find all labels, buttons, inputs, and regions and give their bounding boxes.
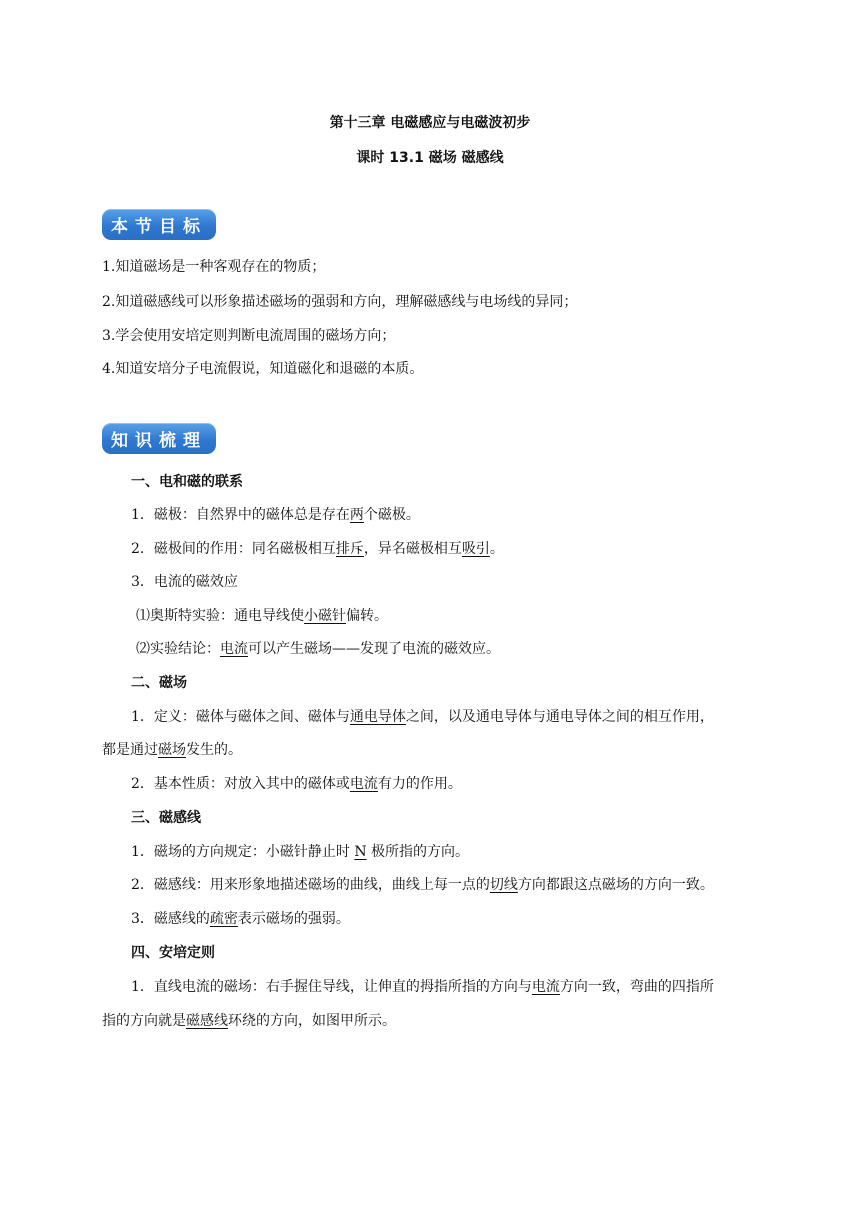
sec2-line-2: 2．基本性质：对放入其中的磁体或电流有力的作用。 bbox=[131, 776, 462, 792]
section-heading-4: 四、安培定则 bbox=[131, 945, 215, 961]
objective-4: 4.知道安培分子电流假说，知道磁化和退磁的本质。 bbox=[102, 361, 424, 377]
sec3-line-1: 1．磁场的方向规定：小磁针静止时 N 极所指的方向。 bbox=[131, 844, 470, 860]
objective-2: 2.知道磁感线可以形象描述磁场的强弱和方向，理解磁感线与电场线的异同； bbox=[102, 294, 578, 310]
sec1-line-2: 2．磁极间的作用：同名磁极相互排斥，异名磁极相互吸引。 bbox=[131, 541, 504, 557]
section-heading-1: 一、电和磁的联系 bbox=[131, 474, 243, 490]
sec2-line-1-cont: 都是通过磁场发生的。 bbox=[102, 742, 242, 758]
sec3-line-2: 2．磁感线：用来形象地描述磁场的曲线，曲线上每一点的切线方向都跟这点磁场的方向一致。 bbox=[131, 877, 714, 893]
knowledge-badge: 知识梳理 bbox=[102, 423, 216, 454]
sec2-line-1: 1．定义：磁体与磁体之间、磁体与通电导体之间，以及通电导体与通电导体之间的相互作用， bbox=[131, 709, 714, 725]
sec4-line-1-cont: 指的方向就是磁感线环绕的方向，如图甲所示。 bbox=[102, 1013, 396, 1029]
sec1-line-3: 3．电流的磁效应 bbox=[131, 574, 238, 590]
sec1-line-4: ⑴奥斯特实验：通电导线使小磁针偏转。 bbox=[136, 608, 388, 624]
sec4-line-1: 1．直线电流的磁场：右手握住导线，让伸直的拇指所指的方向与电流方向一致，弯曲的四指所 bbox=[131, 979, 714, 995]
sec3-line-3: 3．磁感线的疏密表示磁场的强弱。 bbox=[131, 911, 350, 927]
sec1-line-1: 1．磁极：自然界中的磁体总是存在两个磁极。 bbox=[131, 507, 420, 523]
lesson-title: 课时 13.1 磁场 磁感线 bbox=[356, 150, 504, 166]
objective-3: 3.学会使用安培定则判断电流周围的磁场方向； bbox=[102, 328, 396, 344]
sec1-line-5: ⑵实验结论：电流可以产生磁场——发现了电流的磁效应。 bbox=[136, 641, 500, 657]
chapter-title: 第十三章 电磁感应与电磁波初步 bbox=[329, 115, 531, 131]
objectives-badge: 本节目标 bbox=[102, 209, 216, 240]
section-heading-3: 三、磁感线 bbox=[131, 810, 201, 826]
section-heading-2: 二、磁场 bbox=[131, 675, 187, 691]
objective-1: 1.知道磁场是一种客观存在的物质； bbox=[102, 259, 326, 275]
